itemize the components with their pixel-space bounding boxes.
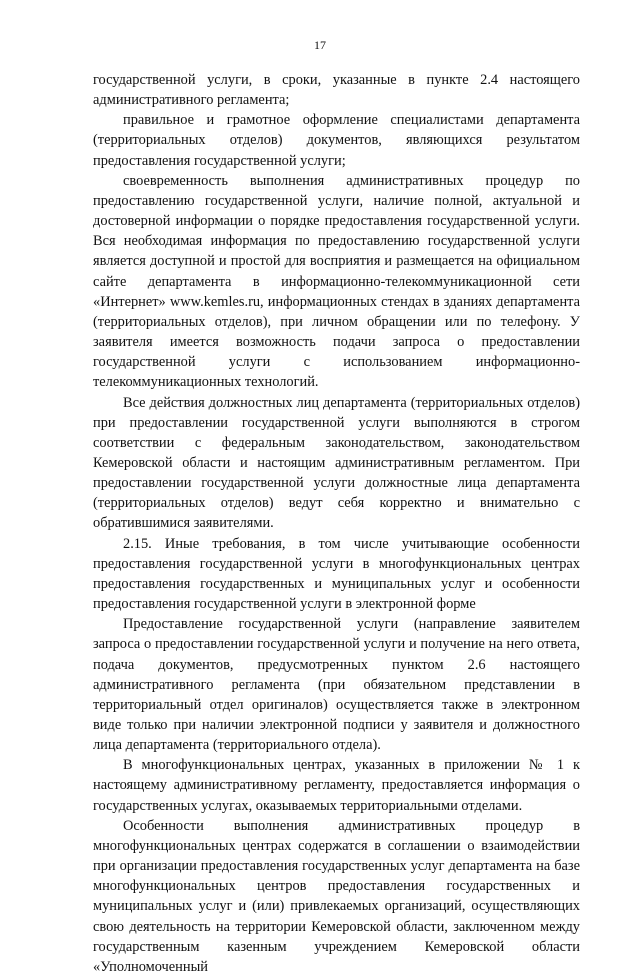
paragraph-timeliness: своевременность выполнения административных процедур по предоставлению государственной услуги, наличие полной, актуальной и достоверной информации о порядке предоставления государственной услуги. Вся необходимая информация по предоставлению государственной услуги является доступной и простой для восприятия и размещается на официальном сайте департамента в информационно-телекоммуникационной сети «Интернет» www.kemles.ru, информационных стендах в зданиях департамента (территориальных отделов), при личном обращении или по телефону. У заявителя имеется возможность подачи запроса о предоставлении государственной услуги с использованием информационно-телекоммуникационных технологий. (93, 172, 580, 391)
paragraph-mfc-information: В многофункциональных центрах, указанных в приложении № 1 к настоящему административному регламенту, предоставляется информация о государственных услугах, оказываемых территориальными отделами. (93, 757, 580, 814)
paragraph-electronic-service: Предоставление государственной услуги (направление заявителем запроса о предоставлении государственной услуги и получение на него ответа, подача документов, предусмотренных пунктом 2.6 настоящего административного регламента (при обязательном представлении в территориальный отдел оригиналов) осуществляется также в электронном виде только при наличии электронной подписи у заявителя и должностного лица департамента (территориального отдела). (93, 616, 580, 754)
paragraph-section-2-15-heading: 2.15. Иные требования, в том числе учитывающие особенности предоставления государственной услуги в многофункциональных центрах предоставления государственных и муниципальных услуг и особенности предоставления государственной услуги в электронной форме (93, 535, 580, 613)
paragraph-official-actions: Все действия должностных лиц департамента (территориальных отделов) при предоставлении государственной услуги выполняются в строгом соответствии с федеральным законодательством, законодательством Кемеровской области и настоящим административным регламентом. При предоставлении государственной услуги должностные лица департамента (территориальных отделов) ведут себя корректно и внимательно с обратившимися заявителями. (93, 394, 580, 532)
paragraph-document-formatting: правильное и грамотное оформление специалистами департамента (территориальных отделов) документов, являющихся результатом предоставления государственной услуги; (93, 112, 580, 169)
paragraph-mfc-procedures: Особенности выполнения административных процедур в многофункциональных центрах содержатся в соглашении о взаимодействии при организации предоставления государственных услуг департамента на базе многофункциональных центров предоставления государственных и муниципальных услуг и (или) привлекаемых организаций, осуществляющих свою деятельность на территории Кемеровской области, заключенном между государственным казенным учреждением Кемеровской области «Уполномоченный (93, 817, 580, 975)
document-body (93, 70, 580, 977)
page-number: 17 (314, 38, 326, 52)
paragraph-continuation: государственной услуги, в сроки, указанные в пункте 2.4 настоящего административного регламента; (93, 72, 580, 109)
